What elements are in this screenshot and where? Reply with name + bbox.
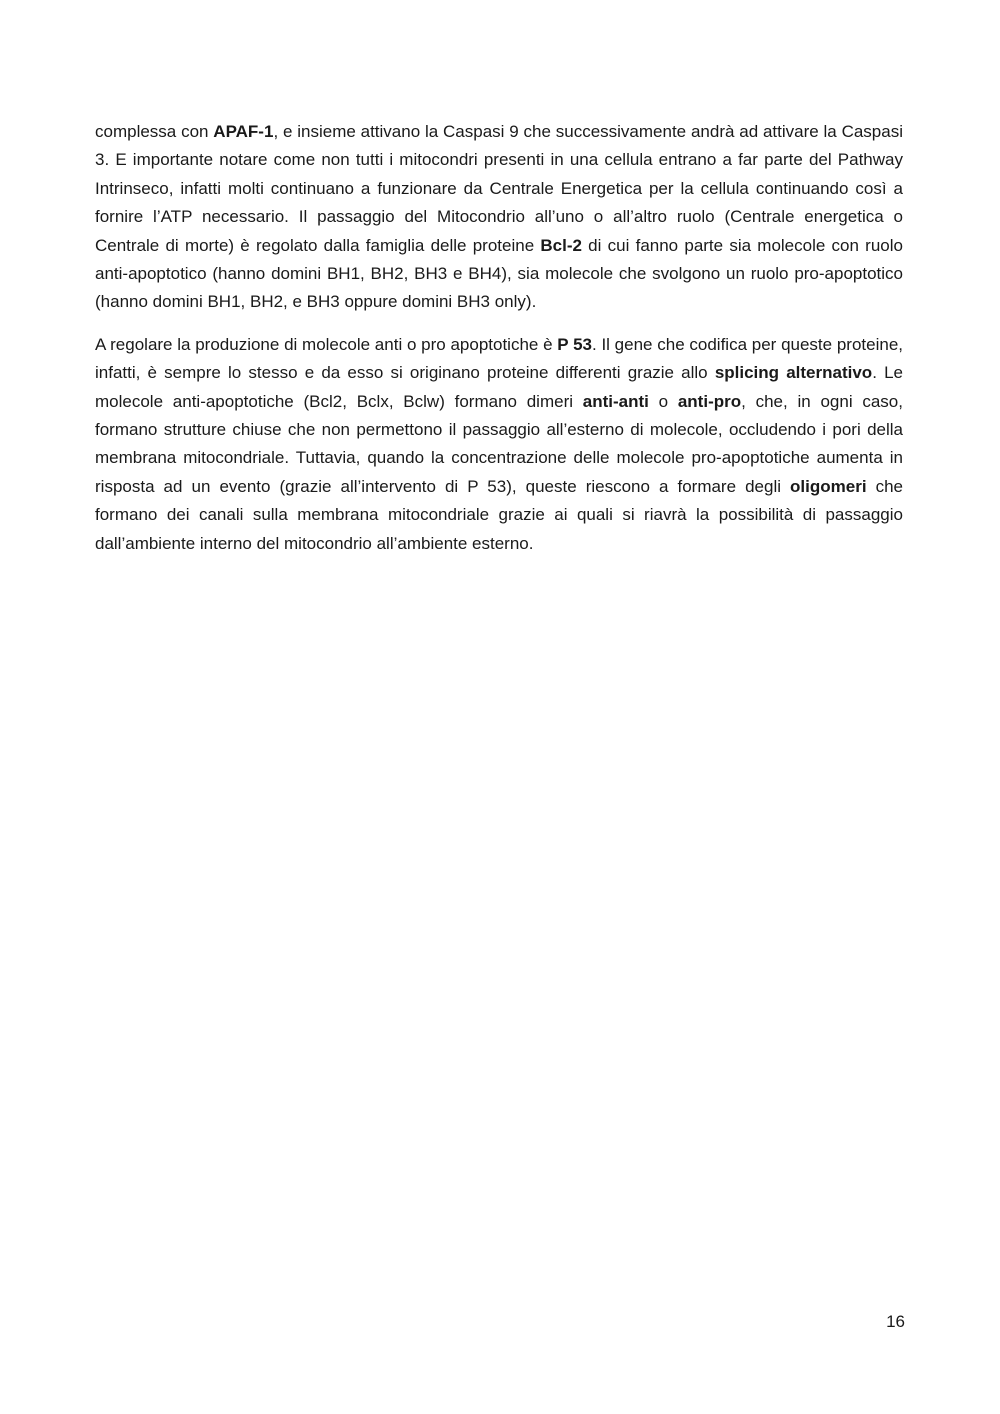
text-run: , che, in ogni caso, formano strutture chiuse che non permettono il passaggio all’esterno di molecole, occludendo i pori della membrana mitocondriale. Tuttavia, quando la concentrazione delle molecole pro-apoptotiche aumenta in risposta ad un evento (grazie all’intervento di P 53), queste riescono a formare degli	[95, 391, 903, 496]
text-run: , e insieme attivano la Caspasi 9 che successivamente andrà ad attivare la Caspasi 3. E importante notare come non tutti i mitocondri presenti in una cellula entrano a far parte del Pathway Intrinseco, infatti molti continuano a funzionare da Centrale Energetica per la cellula continuando così a fornire l’ATP necessario. Il passaggio del Mitocondrio all’uno o all’altro ruolo (Centrale energetica o Centrale di morte) è regolato dalla famiglia delle proteine	[95, 122, 903, 255]
bold-term: anti-anti	[582, 391, 649, 411]
text-run: o	[648, 391, 678, 411]
text-run: . Le molecole anti-apoptotiche (Bcl2, Bclx, Bclw) formano dimeri	[95, 363, 903, 411]
bold-term: APAF-1	[213, 122, 274, 141]
bold-term: P 53	[557, 334, 592, 354]
bold-term: Bcl-2	[540, 235, 582, 255]
text-run: complessa con	[95, 122, 214, 141]
bold-term: anti-pro	[677, 391, 742, 411]
text-run: . Il gene che codifica per queste proteine, infatti, è sempre lo stesso e da esso si originano proteine differenti grazie allo	[95, 334, 903, 383]
text-run: che formano dei canali sulla membrana mitocondriale grazie ai quali si riavrà la possibilità di passaggio dall’ambiente interno del mitocondrio all’ambiente esterno.	[95, 476, 903, 553]
text-run: di cui fanno parte sia molecole con ruolo anti-apoptotico (hanno domini BH1, BH2, BH3 e BH4), sia molecole che svolgono un ruolo pro-apoptotico (hanno domini BH1, BH2, e BH3 oppure domini BH3 only).	[95, 235, 903, 312]
paragraph	[95, 118, 903, 317]
text-run: A regolare la produzione di molecole anti o pro apoptotiche è	[95, 334, 558, 354]
page-number: 16	[886, 1312, 905, 1331]
bold-term: splicing alternativo	[714, 363, 873, 383]
body-text	[95, 118, 903, 572]
paragraph	[95, 331, 903, 558]
bold-term: oligomeri	[790, 476, 867, 496]
